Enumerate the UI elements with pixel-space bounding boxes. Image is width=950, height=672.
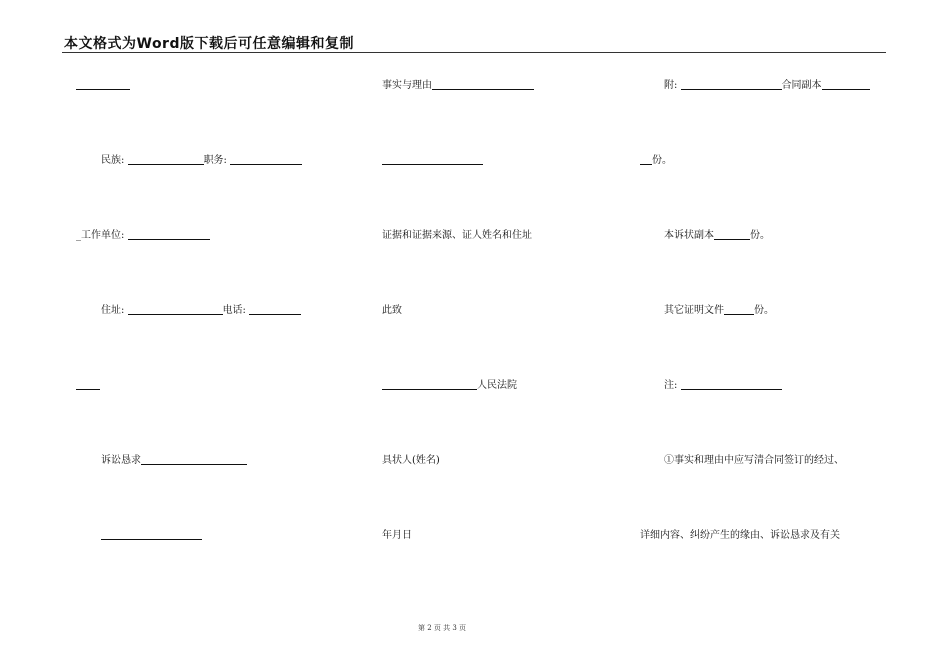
col1-line-1	[76, 79, 130, 93]
col2-line-6	[382, 454, 440, 468]
phone-label: 电话:	[222, 305, 246, 316]
col3-line-5	[664, 379, 782, 393]
col3-line-2	[640, 154, 672, 168]
court-blank	[382, 379, 477, 390]
claims-blank	[141, 454, 247, 465]
facts-reasons-label: 事实与理由	[382, 80, 432, 91]
col3-line-6	[664, 454, 844, 468]
work-unit-blank	[128, 229, 210, 240]
document-header-title: 本文格式为Word版下载后可任意编辑和复制	[64, 36, 354, 52]
plaintiff-signature-label: 具状人(姓名)	[382, 455, 440, 466]
col3-line-1	[664, 79, 870, 93]
col3-line-4	[664, 304, 774, 318]
copies-unit: 份。	[652, 155, 672, 166]
other-evidence-unit: 份。	[754, 305, 774, 316]
note-blank	[681, 379, 782, 390]
header-divider	[62, 52, 886, 53]
ethnicity-blank	[128, 154, 204, 165]
note-text-2: 详细内容、纠纷产生的缘由、诉讼恳求及有关	[640, 530, 840, 541]
claims-label: 诉讼恳求	[101, 455, 141, 466]
court-label: 人民法院	[477, 380, 517, 391]
phone-blank	[249, 304, 301, 315]
note-label: 注:	[664, 380, 678, 391]
col1-line-5	[76, 379, 100, 393]
other-evidence-blank	[724, 304, 754, 315]
facts-reasons-blank	[432, 79, 534, 90]
complaint-copy-label: 本诉状副本	[664, 230, 714, 241]
copies-blank	[640, 154, 652, 165]
col3-line-7	[640, 529, 840, 543]
evidence-label: 证据和证据来源、证人姓名和住址	[382, 230, 532, 241]
ethnicity-label: 民族:	[101, 155, 125, 166]
page-number: 第 2 页 共 3 页	[417, 624, 467, 632]
fill-blank	[76, 379, 100, 390]
contract-copy-blank	[822, 79, 870, 90]
position-label: 职务:	[203, 155, 227, 166]
col2-line-7	[382, 529, 412, 543]
fill-blank	[76, 79, 130, 90]
note-text-1: ①事实和理由中应写清合同签订的经过、	[664, 455, 844, 466]
complaint-copy-blank	[714, 229, 750, 240]
attachment-blank	[681, 79, 782, 90]
position-blank	[230, 154, 302, 165]
col1-line-6	[101, 454, 247, 468]
col1-line-4	[101, 304, 301, 318]
other-evidence-label: 其它证明文件	[664, 305, 724, 316]
col2-line-5	[382, 379, 517, 393]
col3-line-3	[664, 229, 770, 243]
col2-line-2	[382, 154, 483, 168]
fill-blank	[382, 154, 483, 165]
contract-copy-label: 合同副本	[781, 80, 822, 91]
work-unit-label: _工作单位:	[76, 230, 125, 241]
attachment-label: 附:	[664, 80, 678, 91]
col2-line-3	[382, 229, 532, 243]
col1-line-7	[101, 529, 202, 543]
col1-line-3	[76, 229, 210, 243]
col1-line-2	[101, 154, 302, 168]
col2-line-1	[382, 79, 534, 93]
col2-line-4	[382, 304, 402, 318]
salutation: 此致	[382, 305, 402, 316]
complaint-copy-unit: 份。	[750, 230, 770, 241]
date-label: 年月日	[382, 530, 412, 541]
fill-blank	[101, 529, 202, 540]
address-label: 住址:	[101, 305, 125, 316]
address-blank	[128, 304, 223, 315]
